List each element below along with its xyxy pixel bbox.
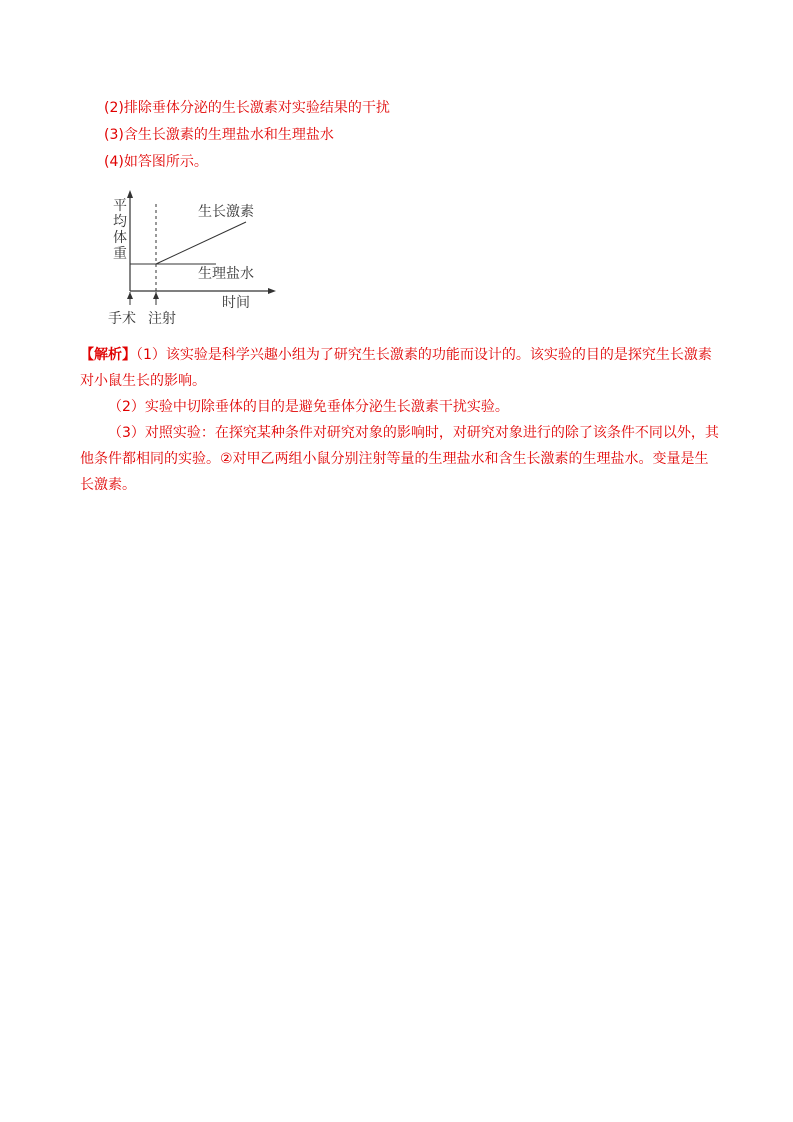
explanation-tag: 【解析】	[80, 347, 136, 363]
y-axis-arrow	[127, 190, 133, 198]
saline-label: 生理盐水	[198, 266, 254, 282]
hormone-line	[156, 222, 246, 264]
y-label-char-4: 重	[113, 246, 127, 262]
answer-2: (2)排除垂体分泌的生长激素对实验结果的干扰	[104, 100, 390, 116]
surgery-arrow-head	[127, 292, 133, 299]
y-label-char-2: 均	[113, 214, 127, 230]
injection-label: 注射	[148, 311, 176, 327]
y-label-char-3: 体	[113, 230, 127, 246]
explanation	[80, 342, 720, 498]
y-label-char-1: 平	[113, 198, 127, 214]
explanation-para-3: （3）对照实验：在探究某种条件对研究对象的影响时，对研究对象进行的除了该条件不同以外，其他条件都相同的实验。②对甲乙两组小鼠分别注射等量的生理盐水和含生长激素的生理盐水。变量是生长激素。	[80, 425, 719, 493]
weight-time-diagram	[100, 186, 285, 328]
surgery-label: 手术	[108, 311, 136, 327]
x-axis-arrow	[268, 288, 276, 294]
answer-4: (4)如答图所示。	[104, 154, 208, 170]
x-axis-label: 时间	[222, 295, 250, 311]
explanation-para-1: 【解析】（1）该实验是科学兴趣小组为了研究生长激素的功能而设计的。该实验的目的是探究生长激素对小鼠生长的影响。	[80, 347, 712, 389]
explanation-para-2: （2）实验中切除垂体的目的是避免垂体分泌生长激素干扰实验。	[108, 399, 509, 415]
hormone-label: 生长激素	[198, 204, 254, 220]
injection-arrow-head	[153, 292, 159, 299]
answer-3: (3)含生长激素的生理盐水和生理盐水	[104, 127, 334, 143]
